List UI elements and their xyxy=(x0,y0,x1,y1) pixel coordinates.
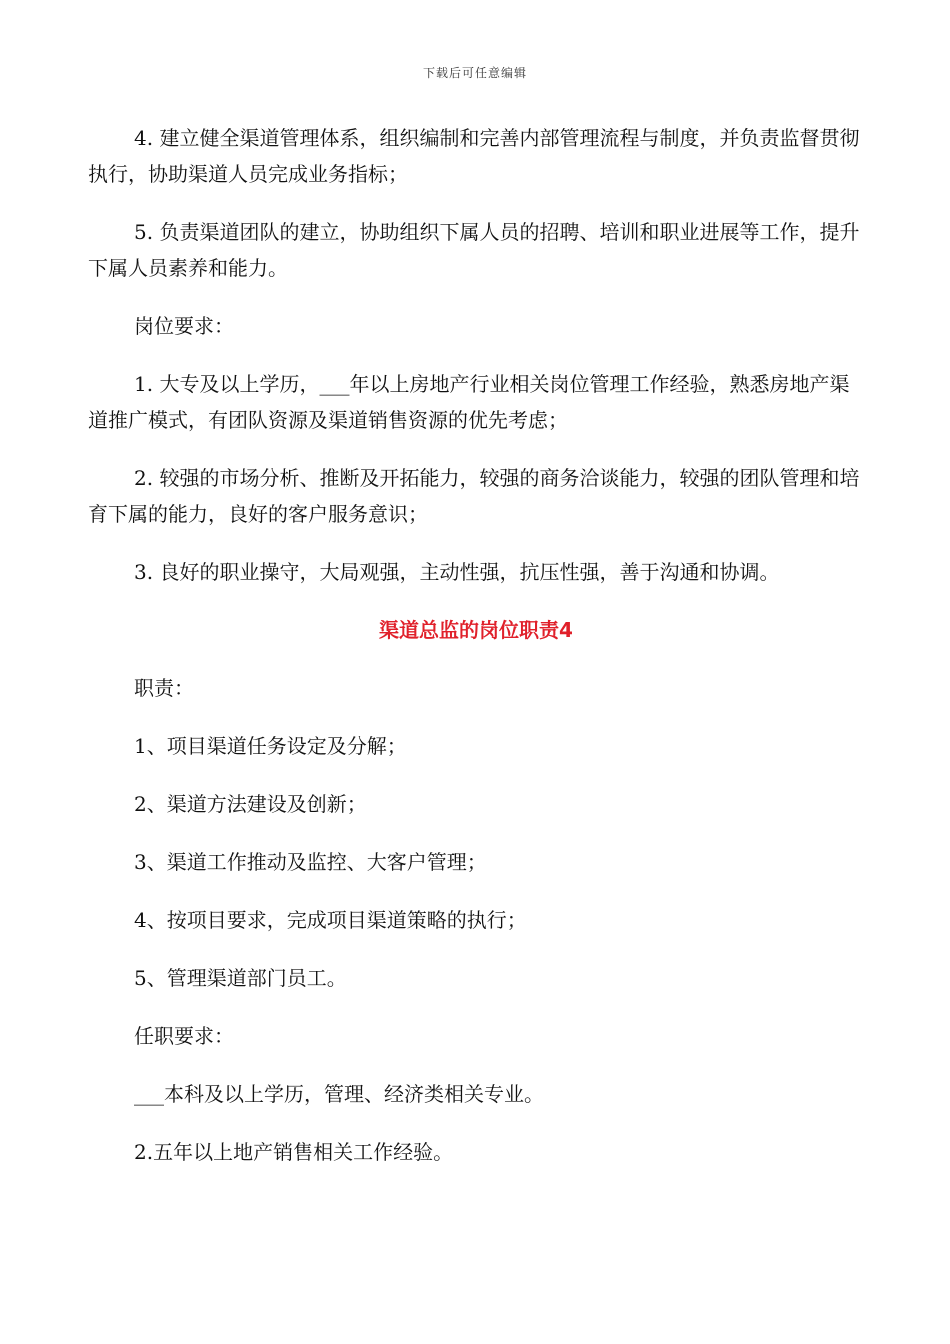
duties-label: 职责： xyxy=(134,676,194,700)
requirement-item-3: 3. 良好的职业操守，大局观强，主动性强，抗压性强，善于沟通和协调。 xyxy=(134,560,780,584)
duty-item-2: 2、渠道方法建设及创新； xyxy=(134,792,367,816)
section-heading: 渠道总监的岗位职责4 xyxy=(379,618,573,642)
document-body xyxy=(88,120,864,1170)
qualification-item-2: 2.五年以上地产销售相关工作经验。 xyxy=(134,1140,454,1164)
requirement-item-2: 2. 较强的市场分析、推断及开拓能力，较强的商务洽谈能力，较强的团队管理和培育下属的能力，良好的客户服务意识； xyxy=(88,466,860,526)
qualification-label: 任职要求： xyxy=(134,1024,234,1048)
requirement-item-1: 1. 大专及以上学历，___年以上房地产行业相关岗位管理工作经验，熟悉房地产渠道推广模式，有团队资源及渠道销售资源的优先考虑； xyxy=(88,372,850,432)
qualification-item-1: ___本科及以上学历，管理、经济类相关专业。 xyxy=(134,1082,544,1106)
requirements-label: 岗位要求： xyxy=(134,314,234,338)
paragraph-item-4: 4. 建立健全渠道管理体系，组织编制和完善内部管理流程与制度，并负责监督贯彻执行，协助渠道人员完成业务指标； xyxy=(88,126,860,186)
duty-item-4: 4、按项目要求，完成项目渠道策略的执行； xyxy=(134,908,527,932)
duty-item-5: 5、管理渠道部门员工。 xyxy=(134,966,347,990)
paragraph-item-5: 5. 负责渠道团队的建立，协助组织下属人员的招聘、培训和职业进展等工作，提升下属人员素养和能力。 xyxy=(88,220,860,280)
duty-item-1: 1、项目渠道任务设定及分解； xyxy=(134,734,407,758)
page-header: 下载后可任意编辑 xyxy=(422,66,527,80)
duty-item-3: 3、渠道工作推动及监控、大客户管理； xyxy=(134,850,487,874)
